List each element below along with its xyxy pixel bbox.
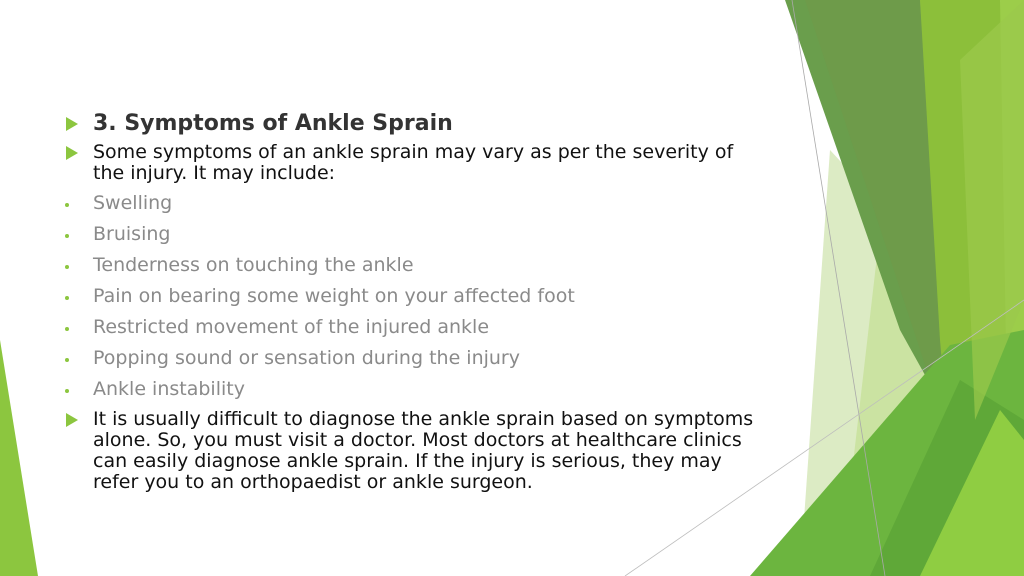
dot-icon [65, 234, 69, 238]
symptom-item [62, 347, 762, 370]
slide-heading: 3. Symptoms of Ankle Sprain [93, 111, 453, 136]
dot-icon [65, 265, 69, 269]
conclusion-text: It is usually difficult to diagnose the ankle sprain based on symptoms alone. So, you must visit a doctor. Most doctors at healthcare clinics can easily diagnose ankle sprain. If the injury is serious, they may refer you to an orthopaedist or ankle surgeon. [93, 408, 754, 493]
symptom-item [62, 223, 762, 246]
symptom-item [62, 316, 762, 339]
intro-item [62, 142, 762, 184]
symptom-text: Pain on bearing some weight on your affected foot [93, 285, 575, 307]
symptom-item [62, 378, 762, 401]
symptom-text: Bruising [93, 223, 171, 245]
symptom-text: Popping sound or sensation during the injury [93, 347, 520, 369]
deco-left-sliver [0, 340, 38, 576]
heading-item [62, 110, 762, 138]
dot-icon [65, 389, 69, 393]
intro-text: Some symptoms of an ankle sprain may vary as per the severity of the injury. It may include: [93, 141, 734, 184]
symptom-text: Swelling [93, 192, 173, 214]
triangle-arrow-icon [66, 413, 78, 427]
slide-content [62, 110, 762, 501]
conclusion-item [62, 409, 762, 493]
symptom-item [62, 254, 762, 277]
symptom-item [62, 285, 762, 308]
dot-icon [65, 358, 69, 362]
triangle-arrow-icon [66, 146, 78, 160]
dot-icon [65, 203, 69, 207]
symptom-item [62, 192, 762, 215]
triangle-arrow-icon [66, 117, 78, 131]
symptom-text: Restricted movement of the injured ankle [93, 316, 490, 338]
symptom-text: Tenderness on touching the ankle [93, 254, 414, 276]
dot-icon [65, 327, 69, 331]
dot-icon [65, 296, 69, 300]
symptom-text: Ankle instability [93, 378, 245, 400]
